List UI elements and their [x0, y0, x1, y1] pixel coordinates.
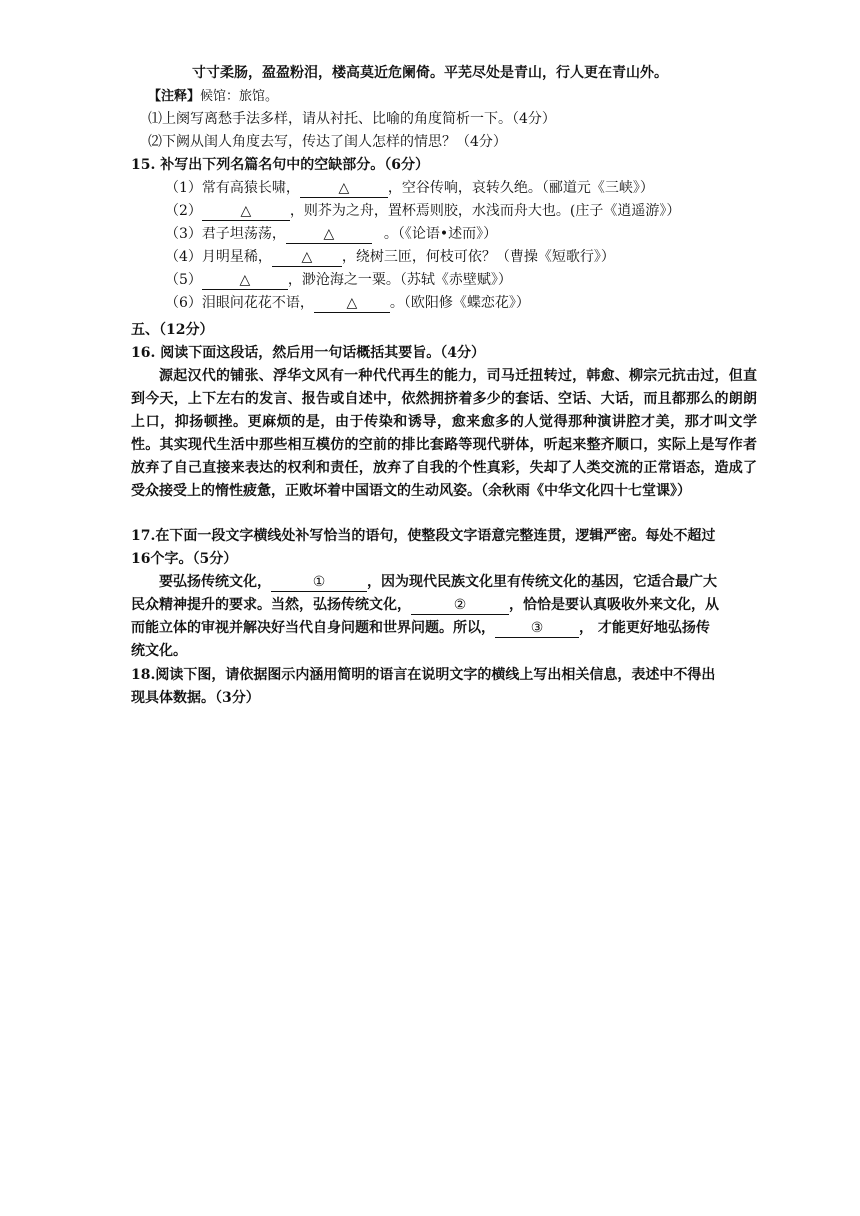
q18-title-line-1: 18.阅读下图，请依据图示内涵用简明的语言在说明文字的横线上写出相关信息，表述中不得出 [131, 667, 716, 683]
poem-last-line: 寸寸柔肠，盈盈粉泪，楼高莫近危阑倚。平芜尽处是青山，行人更在青山外。 [192, 65, 668, 81]
q15-item-6 [165, 292, 530, 314]
q15-item-prefix: （2） [165, 203, 202, 219]
q15-blank[interactable]: △ [272, 248, 342, 267]
q15-item-prefix: （6）泪眼问花花不语， [165, 295, 314, 311]
q15-item-suffix: 。（欧阳修《蝶恋花》） [389, 295, 530, 311]
q15-blank[interactable]: △ [314, 294, 390, 313]
poem-note [148, 86, 278, 108]
q15-item-1 [165, 177, 654, 199]
note-text: 候馆：旅馆。 [200, 89, 279, 104]
note-label: 【注释】 [148, 89, 201, 104]
q17-segment: 民众精神提升的要求。当然，弘扬传统文化， [131, 597, 411, 613]
q15-item-2 [165, 200, 680, 222]
q15-item-5 [165, 269, 512, 291]
q15-item-suffix: ，空谷传响，哀转久绝。（郦道元《三峡》） [387, 180, 654, 196]
q17-blank-1[interactable]: ① [271, 573, 367, 592]
q15-blank[interactable]: △ [286, 225, 372, 244]
q15-blank[interactable]: △ [202, 202, 290, 221]
q15-item-3 [165, 223, 497, 245]
q17-text-line-3 [131, 617, 710, 639]
q15-title: 15. 补写出下列名篇名句中的空缺部分。（6分） [131, 157, 429, 173]
q15-item-prefix: （5） [165, 272, 202, 288]
q17-text-line-2 [131, 594, 719, 616]
q15-blank[interactable]: △ [300, 179, 388, 198]
q17-title-line-1: 17.在下面一段文字横线处补写恰当的语句，使整段文字语意完整连贯，逻辑严密。每处不超过 [131, 528, 716, 544]
section-5-title: 五、（12分） [131, 322, 214, 338]
q17-blank-2[interactable]: ② [411, 596, 509, 615]
q15-item-prefix: （4）月明星稀， [165, 249, 272, 265]
q17-segment: 而能立体的审视并解决好当代自身问题和世界问题。所以， [131, 620, 495, 636]
q15-item-suffix: 。（《论语•述而》） [383, 226, 498, 242]
q15-blank[interactable]: △ [202, 271, 288, 290]
q17-text-line-4: 统文化。 [131, 643, 187, 659]
q17-text-line-1 [159, 571, 717, 593]
poem-question-1: ⑴上阕写离愁手法多样，请从衬托、比喻的角度简析一下。（4分） [148, 111, 556, 127]
q18-title-line-2: 现具体数据。（3分） [131, 690, 260, 706]
q15-item-4 [165, 246, 615, 268]
q17-blank-3[interactable]: ③ [495, 619, 579, 638]
q16-passage: 源起汉代的铺张、浮华文风有一种代代再生的能力，司马迁扭转过，韩愈、柳宗元抗击过，但直到今天，上下左右的发言、报告或自述中，依然拥挤着多少的套话、空话、大话，而且都那么的朗朗上口，抑扬顿挫。更麻烦的是，由于传染和诱导，愈来愈多的人觉得那种演讲腔才美，那才叫文学性。其实现代生活中那些相互模仿的空前的排比套路等现代骈体，听起来整齐顺口，实际上是写作者放弃了自己直接来表达的权利和责任，放弃了自我的个性真彩，失却了人类交流的正常语态，造成了受众接受上的惰性疲惫，正败坏着中国语文的生动风姿。（余秋雨《中华文化四十七堂课》） [131, 368, 757, 499]
q17-segment: ， 才能更好地弘扬传 [579, 620, 710, 636]
q17-title-line-2: 16个字。（5分） [131, 551, 238, 567]
q17-segment: ，因为现代民族文化里有传统文化的基因，它适合最广大 [367, 574, 717, 590]
q15-item-prefix: （1）常有高猿长啸， [165, 180, 300, 196]
q15-item-prefix: （3）君子坦荡荡， [165, 226, 286, 242]
q16-title: 16. 阅读下面这段话，然后用一句话概括其要旨。（4分） [131, 345, 485, 361]
q17-segment: ，恰恰是要认真吸收外来文化，从 [509, 597, 719, 613]
q15-item-suffix: ，渺沧海之一粟。（苏轼《赤壁赋》） [287, 272, 512, 288]
q17-segment: 要弘扬传统文化， [159, 574, 271, 590]
q15-item-suffix: ，则芥为之舟，置杯焉则胶，水浅而舟大也。(庄子《逍遥游》） [289, 203, 681, 219]
poem-question-2: ⑵下阙从闺人角度去写，传达了闺人怎样的情思？（4分） [148, 134, 507, 150]
q15-item-suffix: ，绕树三匝，何枝可依？（曹操《短歌行》） [341, 249, 615, 265]
